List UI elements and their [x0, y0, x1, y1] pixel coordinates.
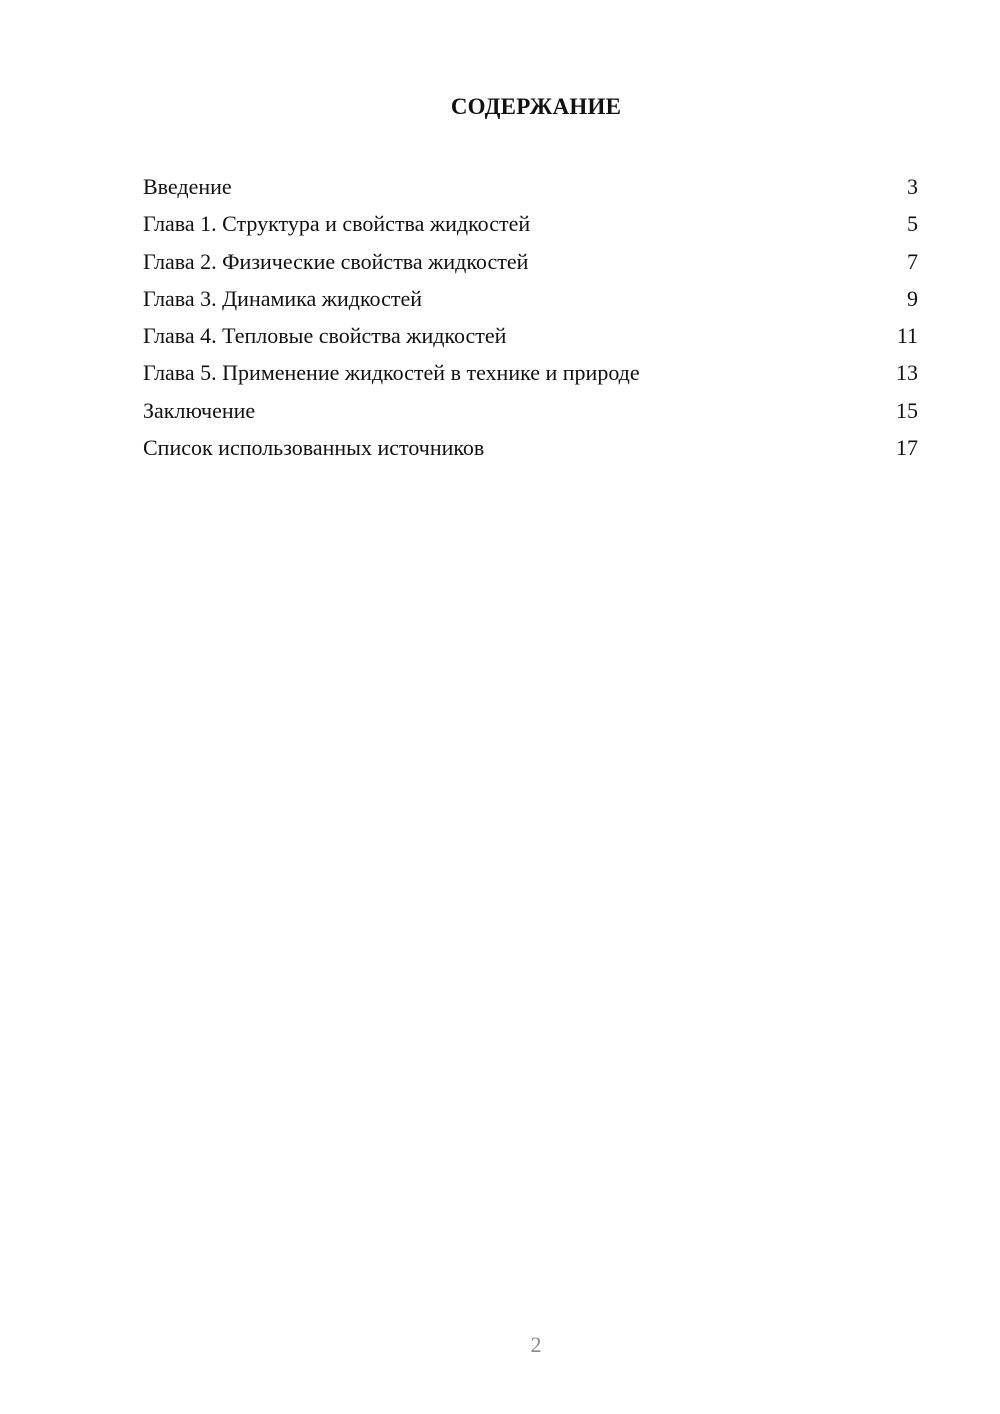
toc-title: СОДЕРЖАНИЕ [450, 94, 622, 119]
table-of-contents [143, 168, 918, 466]
toc-entry-label: Введение [143, 174, 232, 199]
toc-entry-chapter-3 [143, 280, 918, 317]
toc-entry-label: Глава 2. Физические свойства жидкостей [143, 248, 529, 274]
toc-entry-label: Глава 5. Применение жидкостей в технике и природе [143, 360, 640, 386]
toc-entry-page: 11 [896, 323, 918, 349]
toc-entry-label: Глава 3. Динамика жидкостей [143, 285, 423, 311]
toc-entry-page: 7 [907, 248, 918, 274]
toc-entry-chapter-2 [143, 243, 918, 280]
toc-entry-page: 17 [896, 435, 918, 461]
toc-entry-label: Заключение [143, 397, 256, 423]
toc-entry-page: 3 [907, 174, 918, 199]
toc-entry-page: 9 [907, 285, 918, 311]
page-number: 2 [530, 1332, 542, 1357]
toc-entry-page: 13 [896, 360, 918, 386]
toc-entry-label: Список использованных источников [143, 435, 485, 461]
toc-entry-chapter-1 [143, 205, 918, 242]
toc-entry-label: Глава 1. Структура и свойства жидкостей [143, 211, 531, 237]
toc-entry-introduction [143, 168, 918, 205]
toc-entry-page: 15 [896, 397, 918, 423]
toc-entry-page: 5 [907, 211, 918, 237]
toc-entry-chapter-4 [143, 317, 918, 354]
toc-entry-references [143, 429, 918, 466]
toc-entry-chapter-5 [143, 354, 918, 391]
toc-entry-conclusion [143, 392, 918, 429]
toc-entry-label: Глава 4. Тепловые свойства жидкостей [143, 323, 507, 349]
